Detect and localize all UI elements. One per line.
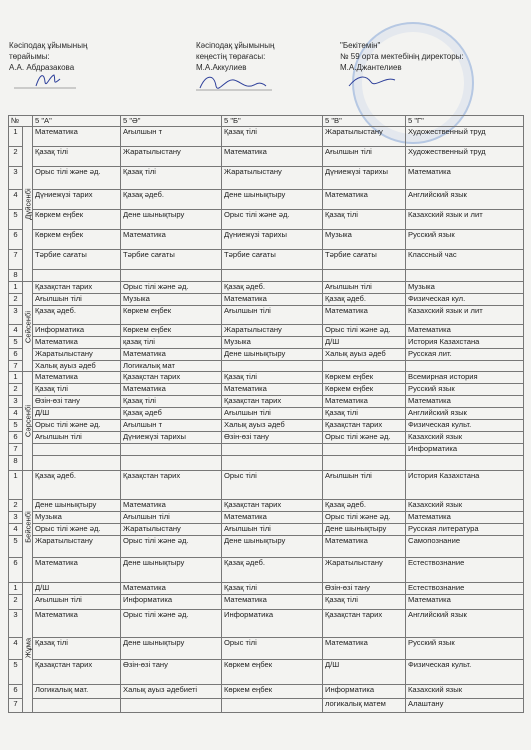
subject-cell: Ағылшын т bbox=[121, 420, 222, 432]
lesson-number: 5 bbox=[9, 660, 23, 685]
lesson-number: 4 bbox=[9, 638, 23, 660]
header-left-name: А.А. Абдразакова bbox=[9, 63, 75, 72]
subject-cell: Қазақ тілі bbox=[121, 396, 222, 408]
header-right-approval bbox=[340, 40, 464, 73]
subject-cell: Математика bbox=[33, 558, 121, 583]
subject-cell: Жаратылыстану bbox=[222, 325, 323, 337]
subject-cell: Ағылшын тілі bbox=[323, 282, 406, 294]
subject-cell: Классный час bbox=[406, 250, 524, 270]
subject-cell: Самопознание bbox=[406, 536, 524, 558]
subject-cell: История Казахстана bbox=[406, 471, 524, 500]
header-class-5ae: 5 "Ә" bbox=[121, 116, 222, 127]
subject-cell: Тәрбие сағаты bbox=[323, 250, 406, 270]
subject-cell: Всемирная история bbox=[406, 372, 524, 384]
lesson-number: 7 bbox=[9, 250, 23, 270]
table-row bbox=[9, 190, 524, 210]
subject-cell: Казахский язык и лит bbox=[406, 306, 524, 325]
subject-cell: Русский язык bbox=[406, 230, 524, 250]
subject-cell: Қазақ тілі bbox=[222, 127, 323, 147]
subject-cell: Казахский язык bbox=[406, 685, 524, 699]
subject-cell: Дүниежүзі тарих bbox=[33, 190, 121, 210]
subject-cell bbox=[33, 444, 121, 456]
subject-cell: Математика bbox=[406, 595, 524, 610]
subject-cell: Жаратылыстану bbox=[323, 558, 406, 583]
subject-cell: Ағылшын тілі bbox=[222, 408, 323, 420]
table-row bbox=[9, 270, 524, 282]
subject-cell: Дене шынықтыру bbox=[323, 524, 406, 536]
header-number: № bbox=[9, 116, 33, 127]
subject-cell: Қазақстан тарих bbox=[33, 282, 121, 294]
subject-cell: Дүниежүзі тарихы bbox=[121, 432, 222, 444]
subject-cell: Ағылшын тілі bbox=[222, 306, 323, 325]
table-row bbox=[9, 349, 524, 361]
subject-cell: Английский язык bbox=[406, 408, 524, 420]
subject-cell bbox=[406, 361, 524, 372]
subject-cell: Қазақ тілі bbox=[33, 384, 121, 396]
table-row bbox=[9, 610, 524, 638]
subject-cell: Жаратылыстану bbox=[222, 167, 323, 190]
subject-cell: Математика bbox=[222, 294, 323, 306]
subject-cell: Қазақстан тарих bbox=[33, 660, 121, 685]
signature-right bbox=[345, 70, 425, 92]
lesson-number: 1 bbox=[9, 127, 23, 147]
lesson-number: 3 bbox=[9, 396, 23, 408]
subject-cell: Қазақ тілі bbox=[222, 372, 323, 384]
subject-cell: Художественный труд bbox=[406, 127, 524, 147]
subject-cell: Физическая культ. bbox=[406, 420, 524, 432]
lesson-number: 1 bbox=[9, 282, 23, 294]
table-row bbox=[9, 282, 524, 294]
table-row bbox=[9, 524, 524, 536]
subject-cell: Қазақ әдеб. bbox=[222, 558, 323, 583]
subject-cell: Информатика bbox=[121, 595, 222, 610]
subject-cell: Ағылшын т bbox=[121, 127, 222, 147]
subject-cell: Дене шынықтыру bbox=[121, 210, 222, 230]
subject-cell: Көркем еңбек bbox=[121, 325, 222, 337]
subject-cell: Дене шынықтыру bbox=[33, 500, 121, 512]
subject-cell: Қазақстан тарих bbox=[121, 471, 222, 500]
subject-cell: Математика bbox=[121, 500, 222, 512]
subject-cell: Жаратылыстану bbox=[33, 349, 121, 361]
subject-cell: Информатика bbox=[406, 444, 524, 456]
subject-cell: Музыка bbox=[33, 512, 121, 524]
header-middle-signatory bbox=[196, 40, 274, 73]
subject-cell: Орыс тілі және әд. bbox=[121, 282, 222, 294]
subject-cell: Русская литература bbox=[406, 524, 524, 536]
table-row bbox=[9, 432, 524, 444]
subject-cell: Математика bbox=[121, 384, 222, 396]
subject-cell bbox=[323, 361, 406, 372]
subject-cell: Жаратылыстану bbox=[121, 524, 222, 536]
header-left-signatory bbox=[9, 40, 87, 73]
subject-cell: Математика bbox=[121, 230, 222, 250]
lesson-number: 5 bbox=[9, 420, 23, 432]
table-row bbox=[9, 536, 524, 558]
subject-cell: Математика bbox=[222, 595, 323, 610]
subject-cell: Дене шынықтыру bbox=[121, 638, 222, 660]
subject-cell: Музыка bbox=[323, 230, 406, 250]
subject-cell: Математика bbox=[222, 147, 323, 167]
header-middle-line-2: кеңестің төрағасы: bbox=[196, 52, 266, 61]
day-cell bbox=[23, 471, 33, 583]
table-row bbox=[9, 595, 524, 610]
subject-cell: Орыс тілі және әд. bbox=[121, 536, 222, 558]
subject-cell: Русский язык bbox=[406, 384, 524, 396]
subject-cell: Өзін-өзі тану bbox=[33, 396, 121, 408]
header-class-5g: 5 "Г" bbox=[406, 116, 524, 127]
lesson-number: 4 bbox=[9, 190, 23, 210]
lesson-number: 6 bbox=[9, 230, 23, 250]
subject-cell: Өзін-өзі тану bbox=[121, 660, 222, 685]
subject-cell: Математика bbox=[406, 167, 524, 190]
subject-cell bbox=[121, 456, 222, 471]
subject-cell: Орыс тілі және әд. bbox=[33, 167, 121, 190]
subject-cell: Д/Ш bbox=[323, 660, 406, 685]
subject-cell: Дене шынықтыру bbox=[222, 349, 323, 361]
subject-cell: Художественный труд bbox=[406, 147, 524, 167]
subject-cell: Русский язык bbox=[406, 638, 524, 660]
table-header-row bbox=[9, 116, 524, 127]
table-row bbox=[9, 306, 524, 325]
lesson-number: 2 bbox=[9, 595, 23, 610]
table-row bbox=[9, 250, 524, 270]
subject-cell: Информатика bbox=[222, 610, 323, 638]
subject-cell: Қазақстан тарих bbox=[121, 372, 222, 384]
subject-cell: Қазақ әдеб. bbox=[222, 282, 323, 294]
subject-cell bbox=[33, 699, 121, 713]
day-cell bbox=[23, 282, 33, 372]
subject-cell bbox=[222, 456, 323, 471]
subject-cell: Физическая культ. bbox=[406, 660, 524, 685]
subject-cell: Математика bbox=[323, 396, 406, 408]
subject-cell: Көркем еңбек bbox=[121, 306, 222, 325]
subject-cell: Ағылшын тілі bbox=[323, 471, 406, 500]
table-row bbox=[9, 361, 524, 372]
subject-cell: Тәрбие сағаты bbox=[33, 250, 121, 270]
subject-cell: Логикалық мат bbox=[121, 361, 222, 372]
day-cell bbox=[23, 372, 33, 471]
subject-cell: Д/Ш bbox=[33, 408, 121, 420]
table-row bbox=[9, 396, 524, 408]
subject-cell: Математика bbox=[33, 337, 121, 349]
header-middle-name: М.А.Аккулиев bbox=[196, 63, 247, 72]
subject-cell: Көркем еңбек bbox=[222, 685, 323, 699]
subject-cell: Халық ауыз әдебиеті bbox=[121, 685, 222, 699]
subject-cell bbox=[121, 270, 222, 282]
subject-cell: Естествознание bbox=[406, 558, 524, 583]
subject-cell: Логикалық мат. bbox=[33, 685, 121, 699]
subject-cell: Көркем еңбек bbox=[323, 384, 406, 396]
subject-cell: Математика bbox=[121, 583, 222, 595]
subject-cell: Математика bbox=[33, 372, 121, 384]
subject-cell: Тәрбие сағаты bbox=[121, 250, 222, 270]
subject-cell: Қазақ тілі bbox=[33, 638, 121, 660]
subject-cell: Дене шынықтыру bbox=[222, 190, 323, 210]
subject-cell bbox=[222, 699, 323, 713]
header-class-5v: 5 "В" bbox=[323, 116, 406, 127]
subject-cell: Орыс тілі және әд. bbox=[33, 420, 121, 432]
signature-left bbox=[14, 70, 84, 92]
subject-cell: Жаратылыстану bbox=[323, 127, 406, 147]
table-row bbox=[9, 699, 524, 713]
subject-cell: Ағылшын тілі bbox=[323, 147, 406, 167]
lesson-number: 6 bbox=[9, 349, 23, 361]
subject-cell: Ағылшын тілі bbox=[33, 595, 121, 610]
subject-cell bbox=[33, 270, 121, 282]
subject-cell: Д/Ш bbox=[33, 583, 121, 595]
subject-cell: Халық ауыз әдеб bbox=[33, 361, 121, 372]
lesson-number: 1 bbox=[9, 583, 23, 595]
subject-cell: Казахский язык bbox=[406, 432, 524, 444]
subject-cell: Қазақ әдеб. bbox=[121, 190, 222, 210]
table-row bbox=[9, 444, 524, 456]
subject-cell: Орыс тілі және әд. bbox=[323, 432, 406, 444]
lesson-number: 6 bbox=[9, 558, 23, 583]
lesson-number: 5 bbox=[9, 210, 23, 230]
subject-cell bbox=[323, 456, 406, 471]
day-cell bbox=[23, 127, 33, 282]
subject-cell: Естествознание bbox=[406, 583, 524, 595]
schedule-table bbox=[8, 115, 524, 713]
lesson-number: 2 bbox=[9, 384, 23, 396]
subject-cell: Математика bbox=[406, 396, 524, 408]
day-name: Сәрсенбі bbox=[23, 404, 32, 438]
subject-cell: Математика bbox=[406, 325, 524, 337]
subject-cell: Д/Ш bbox=[323, 337, 406, 349]
subject-cell: қазақ тілі bbox=[121, 337, 222, 349]
subject-cell: Қазақ әдеб. bbox=[33, 306, 121, 325]
subject-cell: Қазақстан тарих bbox=[323, 420, 406, 432]
subject-cell: Көркем еңбек bbox=[222, 660, 323, 685]
subject-cell: Орыс тілі және әд. bbox=[323, 325, 406, 337]
subject-cell: Математика bbox=[323, 190, 406, 210]
subject-cell bbox=[121, 444, 222, 456]
table-row bbox=[9, 372, 524, 384]
subject-cell bbox=[323, 270, 406, 282]
subject-cell: Математика bbox=[323, 536, 406, 558]
lesson-number: 3 bbox=[9, 512, 23, 524]
day-name: Дүйсенбі bbox=[23, 188, 32, 220]
table-row bbox=[9, 685, 524, 699]
subject-cell: Қазақ тілі bbox=[121, 167, 222, 190]
subject-cell bbox=[222, 444, 323, 456]
lesson-number: 7 bbox=[9, 699, 23, 713]
subject-cell: Қазақстан тарих bbox=[222, 396, 323, 408]
header-right-approve: "Бекітемін" bbox=[340, 41, 381, 50]
table-row bbox=[9, 325, 524, 337]
subject-cell: Математика bbox=[33, 127, 121, 147]
lesson-number: 5 bbox=[9, 536, 23, 558]
day-name: Жұма bbox=[23, 637, 32, 658]
lesson-number: 1 bbox=[9, 372, 23, 384]
subject-cell: Көркем еңбек bbox=[323, 372, 406, 384]
signature-middle bbox=[196, 70, 276, 96]
header-left-line-2: төрайымы: bbox=[9, 52, 50, 61]
subject-cell: Математика bbox=[222, 384, 323, 396]
subject-cell: Қазақ әдеб. bbox=[323, 294, 406, 306]
lesson-number: 3 bbox=[9, 167, 23, 190]
subject-cell: Қазақстан тарих bbox=[323, 610, 406, 638]
subject-cell: Орыс тілі және әд. bbox=[121, 610, 222, 638]
table-row bbox=[9, 512, 524, 524]
header-right-line-2: № 59 орта мектебінің директоры: bbox=[340, 52, 464, 61]
subject-cell: Музыка bbox=[406, 282, 524, 294]
subject-cell: Дене шынықтыру bbox=[121, 558, 222, 583]
lesson-number: 2 bbox=[9, 147, 23, 167]
table-row bbox=[9, 167, 524, 190]
header-right-name: М.А.Джантелиев bbox=[340, 63, 402, 72]
subject-cell: Жаратылыстану bbox=[121, 147, 222, 167]
subject-cell: Халық ауыз әдеб bbox=[323, 349, 406, 361]
subject-cell: Өзін-өзі тану bbox=[222, 432, 323, 444]
subject-cell: Информатика bbox=[33, 325, 121, 337]
lesson-number: 4 bbox=[9, 325, 23, 337]
subject-cell: Математика bbox=[323, 306, 406, 325]
lesson-number: 6 bbox=[9, 432, 23, 444]
subject-cell: Қазақ тілі bbox=[323, 210, 406, 230]
lesson-number: 4 bbox=[9, 524, 23, 536]
table-row bbox=[9, 471, 524, 500]
subject-cell: Музыка bbox=[222, 337, 323, 349]
subject-cell: Қазақ тілі bbox=[323, 408, 406, 420]
table-row bbox=[9, 583, 524, 595]
subject-cell: Математика bbox=[121, 349, 222, 361]
subject-cell: Орыс тілі және әд. bbox=[33, 524, 121, 536]
subject-cell bbox=[222, 270, 323, 282]
lesson-number: 3 bbox=[9, 306, 23, 325]
subject-cell: Физическая кул. bbox=[406, 294, 524, 306]
subject-cell bbox=[406, 270, 524, 282]
subject-cell: Қазақ тілі bbox=[222, 583, 323, 595]
day-name: Бейсенбі bbox=[23, 510, 32, 543]
table-row bbox=[9, 294, 524, 306]
table-row bbox=[9, 558, 524, 583]
subject-cell: Дүниежүзі тарихы bbox=[323, 167, 406, 190]
lesson-number: 4 bbox=[9, 408, 23, 420]
table-row bbox=[9, 420, 524, 432]
subject-cell: Қазақ әдеб. bbox=[323, 500, 406, 512]
table-row bbox=[9, 456, 524, 471]
subject-cell: Русская лит. bbox=[406, 349, 524, 361]
subject-cell: Өзін-өзі тану bbox=[323, 583, 406, 595]
header-class-5b: 5 "Б" bbox=[222, 116, 323, 127]
subject-cell bbox=[406, 456, 524, 471]
subject-cell: Дене шынықтыру bbox=[222, 536, 323, 558]
table-row bbox=[9, 147, 524, 167]
subject-cell: Ағылшын тілі bbox=[121, 512, 222, 524]
table-row bbox=[9, 408, 524, 420]
subject-cell bbox=[33, 456, 121, 471]
table-row bbox=[9, 500, 524, 512]
subject-cell: Казахский язык bbox=[406, 500, 524, 512]
subject-cell: Қазақ әдеб bbox=[121, 408, 222, 420]
lesson-number: 5 bbox=[9, 337, 23, 349]
subject-cell: Орыс тілі bbox=[222, 638, 323, 660]
subject-cell: Ағылшын тілі bbox=[222, 524, 323, 536]
subject-cell: Орыс тілі және әд. bbox=[323, 512, 406, 524]
header-left-line-1: Кәсіподақ ұйымының bbox=[9, 41, 88, 50]
subject-cell bbox=[323, 444, 406, 456]
table-row bbox=[9, 384, 524, 396]
subject-cell: Көркем еңбек bbox=[33, 210, 121, 230]
lesson-number: 1 bbox=[9, 471, 23, 500]
subject-cell bbox=[222, 361, 323, 372]
subject-cell: Ағылшын тілі bbox=[33, 294, 121, 306]
subject-cell: Тәрбие сағаты bbox=[222, 250, 323, 270]
subject-cell: Алаштану bbox=[406, 699, 524, 713]
lesson-number: 2 bbox=[9, 294, 23, 306]
subject-cell: Орыс тілі және әд. bbox=[222, 210, 323, 230]
lesson-number: 7 bbox=[9, 444, 23, 456]
subject-cell: Дүниежүзі тарихы bbox=[222, 230, 323, 250]
lesson-number: 7 bbox=[9, 361, 23, 372]
subject-cell bbox=[121, 699, 222, 713]
subject-cell: Математика bbox=[222, 512, 323, 524]
table-row bbox=[9, 337, 524, 349]
lesson-number: 2 bbox=[9, 500, 23, 512]
table-row bbox=[9, 127, 524, 147]
header-middle-line-1: Кәсіподақ ұйымының bbox=[196, 41, 275, 50]
table-row bbox=[9, 210, 524, 230]
subject-cell: Халық ауыз әдеб bbox=[222, 420, 323, 432]
table-row bbox=[9, 230, 524, 250]
subject-cell: Казахский язык и лит bbox=[406, 210, 524, 230]
lesson-number: 3 bbox=[9, 610, 23, 638]
subject-cell: Қазақ тілі bbox=[33, 147, 121, 167]
header-class-5a: 5 "А" bbox=[33, 116, 121, 127]
subject-cell: Орыс тілі bbox=[222, 471, 323, 500]
table-row bbox=[9, 660, 524, 685]
subject-cell: Музыка bbox=[121, 294, 222, 306]
subject-cell: Қазақ әдеб. bbox=[33, 471, 121, 500]
subject-cell: История Казахстана bbox=[406, 337, 524, 349]
subject-cell: Математика bbox=[33, 610, 121, 638]
day-name: Сейсенбі bbox=[23, 310, 32, 343]
subject-cell: Қазақстан тарих bbox=[222, 500, 323, 512]
lesson-number: 8 bbox=[9, 456, 23, 471]
day-cell bbox=[23, 583, 33, 713]
subject-cell: Қазақ тілі bbox=[323, 595, 406, 610]
lesson-number: 8 bbox=[9, 270, 23, 282]
lesson-number: 6 bbox=[9, 685, 23, 699]
subject-cell: Английский язык bbox=[406, 610, 524, 638]
subject-cell: Жаратылыстану bbox=[33, 536, 121, 558]
subject-cell: Информатика bbox=[323, 685, 406, 699]
subject-cell: Английский язык bbox=[406, 190, 524, 210]
table-row bbox=[9, 638, 524, 660]
subject-cell: логикалық матем bbox=[323, 699, 406, 713]
subject-cell: Математика bbox=[323, 638, 406, 660]
subject-cell: Көркем еңбек bbox=[33, 230, 121, 250]
subject-cell: Ағылшын тілі bbox=[33, 432, 121, 444]
subject-cell: Математика bbox=[406, 512, 524, 524]
